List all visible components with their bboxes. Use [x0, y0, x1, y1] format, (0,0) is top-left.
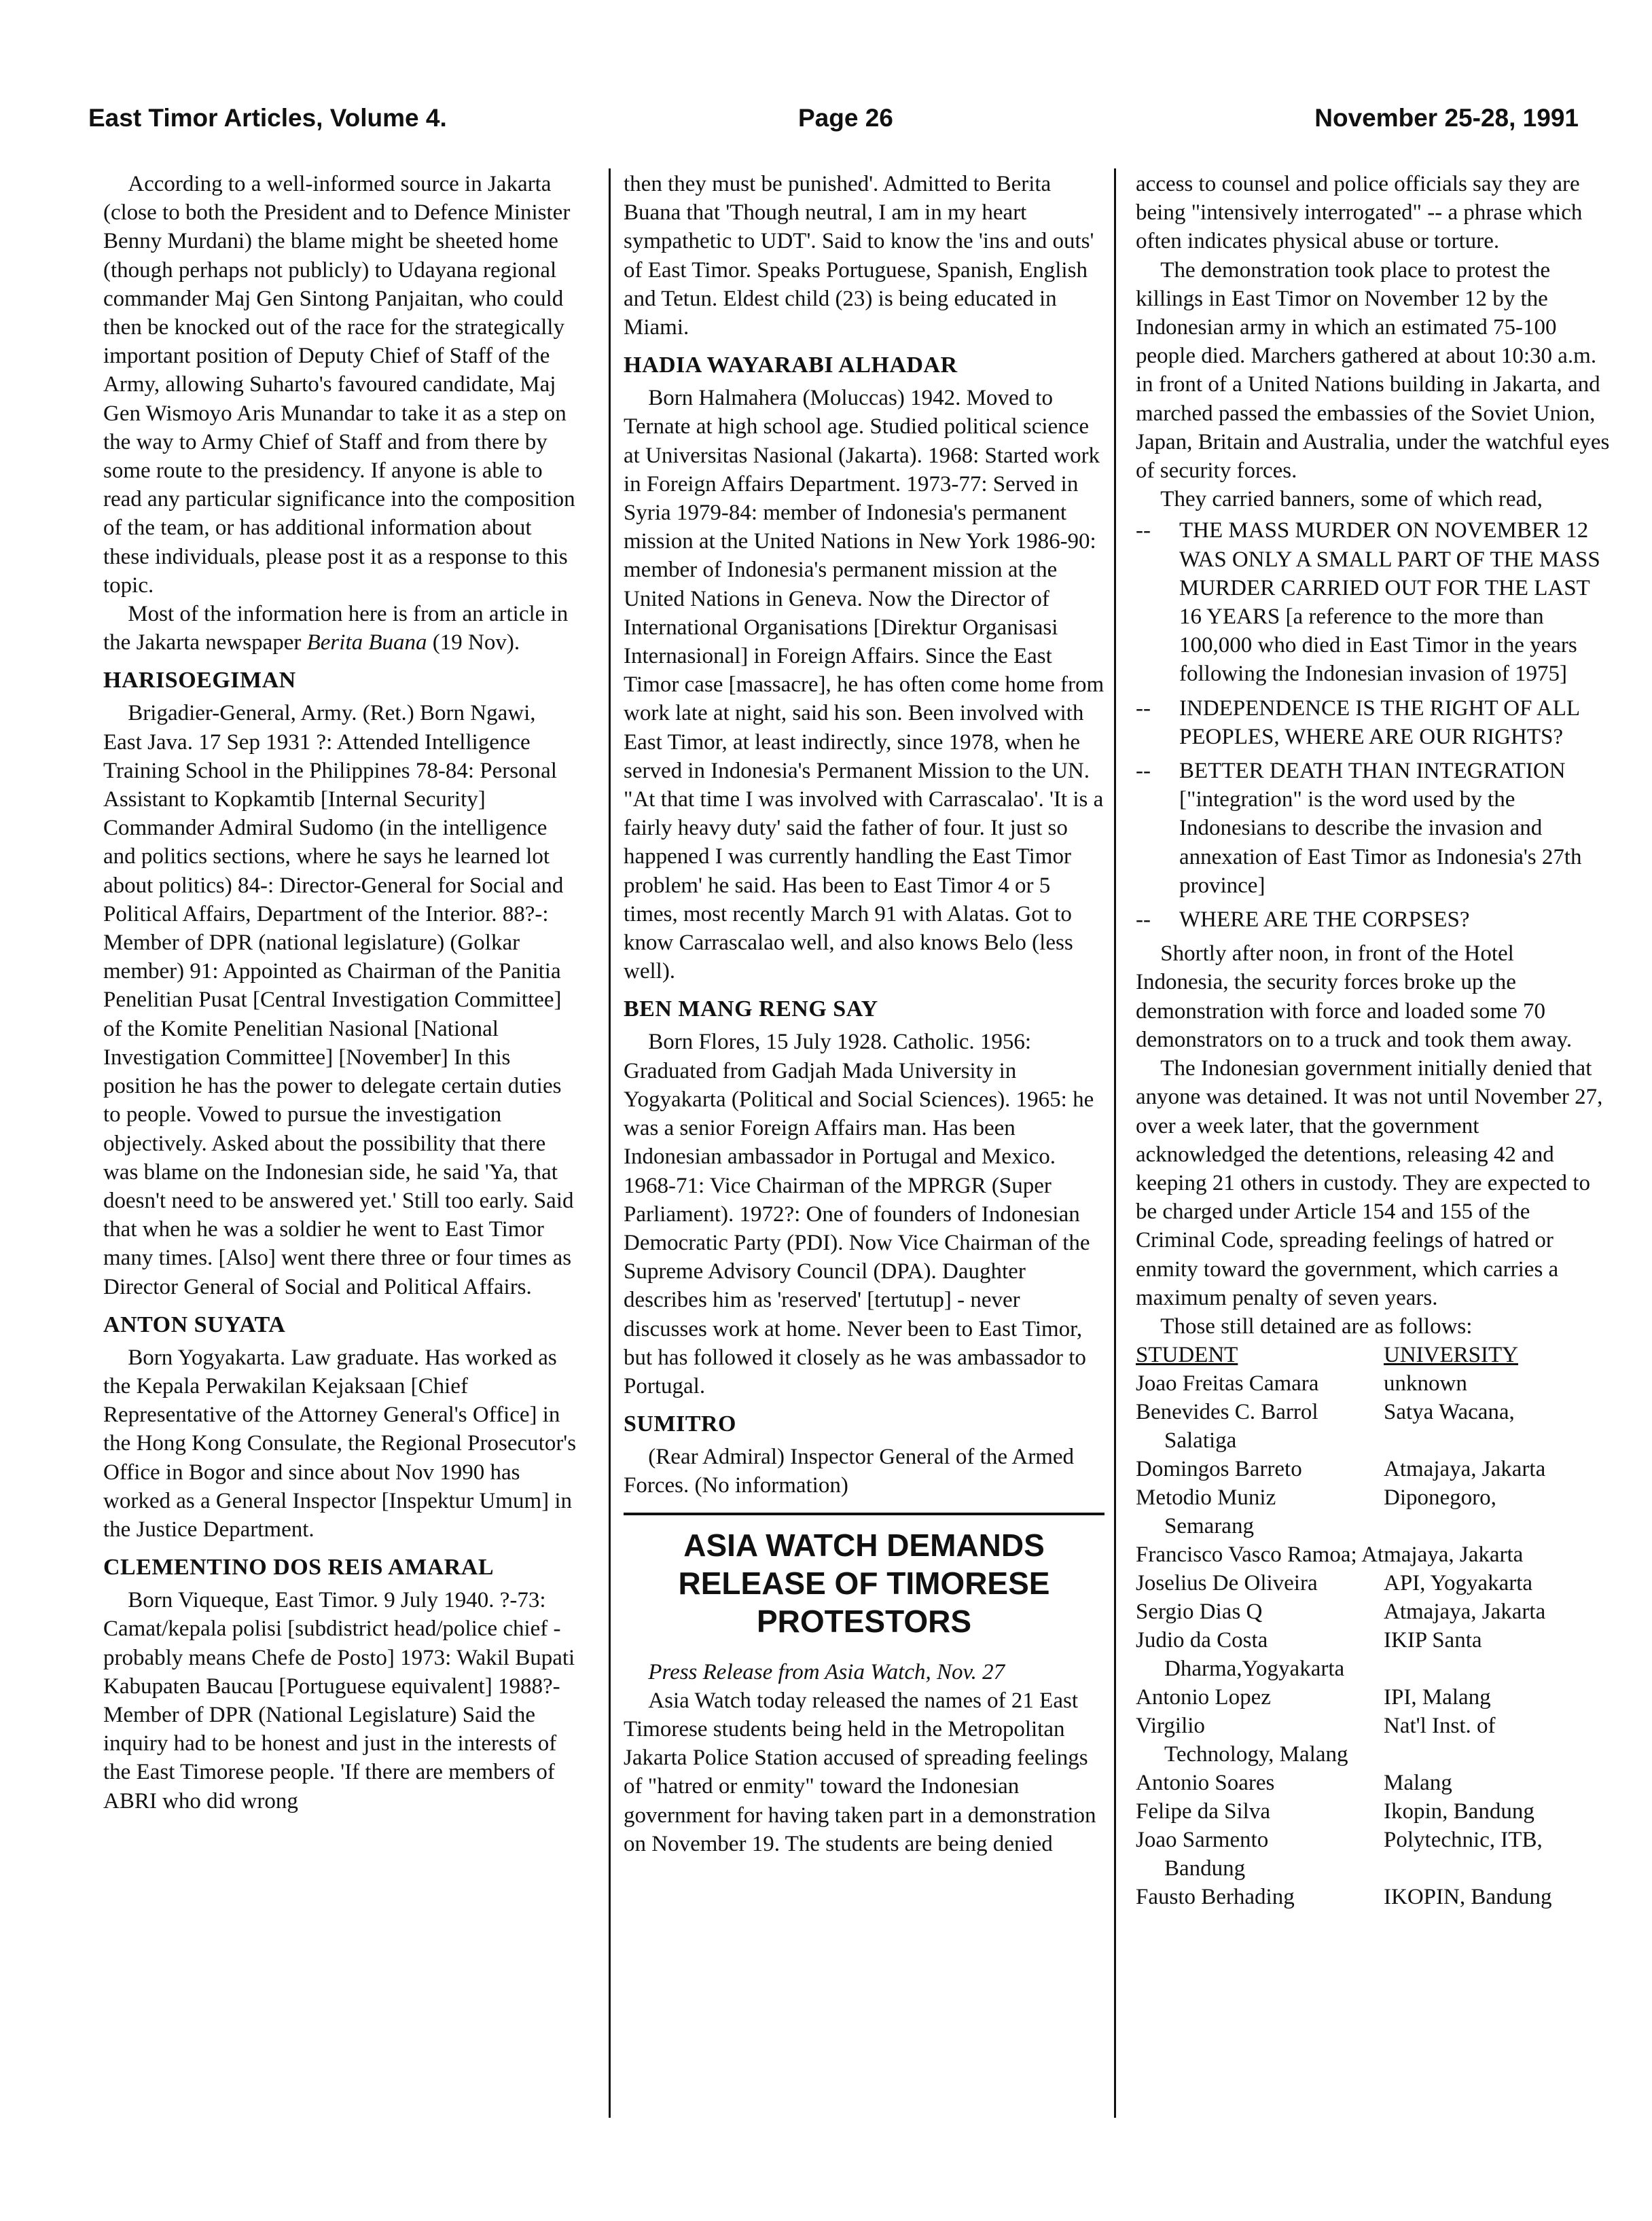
header-page-number: Page 26: [798, 104, 893, 132]
banner-text: WHERE ARE THE CORPSES?: [1179, 907, 1470, 933]
government-paragraph: The Indonesian government initially denied that anyone was detained. It was not until November 27, over a week later, that the government acknowledged the detentions, releasing 42 and keeping 21 others in custody. They are expected to be charged under Article 154 and 155 of the Criminal Code, spreading feelings of hatred or enmity toward the government, which carries a maximum penalty of seven years.: [1136, 1056, 1603, 1310]
bio-sumitro: (Rear Admiral) Inspector General of the Armed Forces. (No information): [624, 1445, 1075, 1498]
detainee-university-continued: Technology, Malang: [1164, 1742, 1348, 1767]
banner-text: INDEPENDENCE IS THE RIGHT OF ALL PEOPLES, WHERE ARE OUR RIGHTS?: [1179, 696, 1579, 749]
asia-watch-paragraph: Asia Watch today released the names of 21 East Timorese students being held in the Metropolitan Jakarta Police Station accused of spreading feelings of "hatred or enmity" toward the Indonesian government for having taken part in a demonstration on November 19. The students are being denied: [624, 1688, 1096, 1856]
detainee-student: Joao Sarmento: [1136, 1828, 1269, 1853]
column-divider-2: [1114, 168, 1116, 2118]
asia-watch-continued: access to counsel and police officials say they are being "intensively interrogated" -- a phrase which often indicates physical abuse or torture.: [1136, 172, 1583, 254]
banner-item: [1136, 694, 1611, 751]
table-row: [1136, 1540, 1611, 1569]
table-row: [1136, 1455, 1611, 1483]
detainee-university: unknown: [1384, 1371, 1467, 1396]
column-2: [624, 170, 1105, 1858]
table-row-continuation: [1136, 1655, 1611, 1683]
table-row-continuation: [1136, 1740, 1611, 1769]
bio-anton-suyata: Born Yogyakarta. Law graduate. Has worked as the Kepala Perwakilan Kejaksaan [Chief Representative of the Attorney General's Office] in the Hong Kong Consulate, the Regional Prosecutor's Office in Bogor and since about Nov 1990 has worked as a General Inspector [Inspektur Umum] in the Justice Department.: [103, 1345, 577, 1542]
detainee-university: Ikopin, Bandung: [1384, 1799, 1534, 1824]
asia-watch-article: [624, 1513, 1105, 1858]
bio-ben-mang-reng-say: Born Flores, 15 July 1928. Catholic. 1956: Graduated from Gadjah Mada University in Yogyakarta (Political and Social Sciences). 1965: he was a senior Foreign Affairs man. Has been Indonesian ambassador in Portugal and Mexico. 1968-71: Vice Chairman of the MPRGR (Super Parliament). 1972?: One of founders of Indonesian Democratic Party (PDI). Now Vice Chairman of the Supreme Advisory Council (DPA). Daughter describes him as 'reserved' [tertutup] - never discusses work at home. Never been to East Timor, but has followed it closely as he was ambassador to Portugal.: [624, 1030, 1094, 1398]
detained-intro: Those still detained are as follows:: [1160, 1314, 1473, 1339]
table-header-row: [1136, 1341, 1611, 1369]
table-row: [1136, 1483, 1611, 1512]
bio-hadia: Born Halmahera (Moluccas) 1942. Moved to Ternate at high school age. Studied political science at Universitas Nasional (Jakarta). 1968: Started work in Foreign Affairs Department. 1973-77: Served in Syria 1979-84: member of Indonesia's permanent mission at the United Nations in New York 1986-90: member of Indonesia's permanent mission at the United Nations in Geneva. Now the Director of International Organisations [Direktur Organisasi Internasional] in Foreign Affairs. Since the East Timor case [massacre], he has often come home from work late at night, said his son. Been involved with East Timor, at least indirectly, since 1978, when he served in Indonesia's Permanent Mission to the UN. "At that time I was involved with Carrascalao'. 'It is a fairly heavy duty' said the father of four. It just so happened I was currently handling the East Timor problem' he said. Has been to East Timor 4 or 5 times, most recently March 91 with Alatas. Got to know Carrascalao well, and also knows Belo (less well).: [624, 386, 1105, 984]
detainee-university-continued: Semarang: [1164, 1514, 1254, 1539]
heading-clementino: CLEMENTINO DOS REIS AMARAL: [103, 1555, 495, 1581]
header-date: November 25-28, 1991: [1314, 104, 1579, 132]
table-row-continuation: [1136, 1426, 1611, 1455]
detainee-university: API, Yogyakarta: [1384, 1571, 1533, 1596]
detainee-student: Joselius De Oliveira: [1136, 1571, 1318, 1596]
source-date: (19 Nov).: [427, 630, 520, 655]
table-row: [1136, 1597, 1611, 1626]
headline-line-3: PROTESTORS: [756, 1603, 972, 1639]
headline-line-1: ASIA WATCH DEMANDS: [683, 1527, 1045, 1563]
table-row: [1136, 1826, 1611, 1854]
detainee-university: IKIP Santa: [1384, 1628, 1482, 1653]
banner-item: [1136, 516, 1611, 688]
intro-paragraph: According to a well-informed source in Jakarta (close to both the President and to Defence Minister Benny Murdani) the blame might be sheeted home (though perhaps not publicly) to Udayana regional commander Maj Gen Sintong Panjaitan, who could then be knocked out of the race for the strategically important position of Deputy Chief of Staff of the Army, allowing Suharto's favoured candidate, Maj Gen Wismoyo Aris Munandar to take it as a step on the way to Army Chief of Staff and from there by some route to the presidency. If anyone is able to read any particular significance into the composition of the team, or has additional information about these individuals, please post it as a response to this topic.: [103, 172, 575, 598]
detainee-university: IKOPIN, Bandung: [1384, 1885, 1552, 1910]
detainee-university: Atmajaya, Jakarta: [1384, 1457, 1546, 1482]
column-divider-1: [609, 168, 611, 2118]
heading-sumitro: SUMITRO: [624, 1411, 736, 1437]
column-3: [1136, 170, 1611, 1911]
dash: --: [1136, 759, 1151, 784]
heading-hadia: HADIA WAYARABI ALHADAR: [624, 353, 958, 378]
header-student: STUDENT: [1136, 1343, 1238, 1368]
asia-watch-headline: [624, 1526, 1105, 1640]
demonstration-paragraph: The demonstration took place to protest the killings in East Timor on November 12 by the Indonesian army in which an estimated 75-100 people died. Marchers gathered at about 10:30 a.m. in front of a United Nations building in Jakarta, and marched passed the embassies of the Soviet Union, Japan, Britain and Australia, under the watchful eyes of security forces.: [1136, 257, 1610, 484]
detainee-full-entry: Francisco Vasco Ramoa; Atmajaya, Jakarta: [1136, 1542, 1524, 1568]
detainee-university: Nat'l Inst. of: [1384, 1714, 1496, 1739]
heading-harisoegiman: HARISOEGIMAN: [103, 668, 296, 693]
headline-line-2: RELEASE OF TIMORESE: [678, 1565, 1050, 1601]
detainee-student: Joao Freitas Camara: [1136, 1371, 1319, 1396]
detainee-university: Polytechnic, ITB,: [1384, 1828, 1543, 1853]
dash: --: [1136, 518, 1151, 543]
banner-text: BETTER DEATH THAN INTEGRATION ["integration" is the word used by the Indonesians to describe the invasion and annexation of East Timor as Indonesia's 27th province]: [1179, 759, 1582, 898]
source-text: Most of the information here is from an article in the Jakarta newspaper: [103, 602, 569, 655]
detainee-student: Judio da Costa: [1136, 1628, 1268, 1653]
press-release-byline: Press Release from Asia Watch, Nov. 27: [648, 1659, 1005, 1684]
newspaper-name: Berita Buana: [306, 630, 427, 655]
table-row: [1136, 1398, 1611, 1426]
heading-ben-mang-reng-say: BEN MANG RENG SAY: [624, 996, 878, 1022]
table-row: [1136, 1569, 1611, 1597]
bio-clementino: Born Viqueque, East Timor. 9 July 1940. ?-73: Camat/kepala polisi [subdistrict head/police chief - probably means Chefe de Posto] 1973: Wakil Bupati Kabupaten Baucau [Portuguese equivalent] 1988?- Member of DPR (National Legislature) Said the inquiry had to be honest and just in the interests of the East Timorese people. 'If there are members of ABRI who did wrong: [103, 1588, 575, 1813]
detainee-student: Metodio Muniz: [1136, 1485, 1276, 1511]
header-university: UNIVERSITY: [1384, 1343, 1518, 1368]
table-row: [1136, 1797, 1611, 1826]
detainee-student: Antonio Soares: [1136, 1771, 1275, 1796]
source-paragraph: [103, 600, 579, 657]
detainee-university-continued: Salatiga: [1164, 1428, 1237, 1453]
noon-paragraph: Shortly after noon, in front of the Hotel Indonesia, the security forces broke up the demonstration with force and loaded some 70 demonstrators on to a truck and took them away.: [1136, 941, 1573, 1052]
bio-clementino-continued: then they must be punished'. Admitted to Berita Buana that 'Though neutral, I am in my heart sympathetic to UDT'. Said to know the 'ins and outs' of East Timor. Speaks Portuguese, Spanish, English and Tetun. Eldest child (23) is being educated in Miami.: [624, 172, 1094, 340]
detainee-student: Sergio Dias Q: [1136, 1600, 1263, 1625]
detainee-student: Fausto Berhading: [1136, 1885, 1295, 1910]
detainee-university: Malang: [1384, 1771, 1452, 1796]
table-row: [1136, 1712, 1611, 1740]
detainee-table: [1136, 1341, 1611, 1911]
table-row: [1136, 1369, 1611, 1398]
table-row: [1136, 1769, 1611, 1797]
banner-list: [1136, 516, 1611, 934]
table-row-continuation: [1136, 1512, 1611, 1540]
detainee-student: Felipe da Silva: [1136, 1799, 1270, 1824]
bio-harisoegiman: Brigadier-General, Army. (Ret.) Born Ngawi, East Java. 17 Sep 1931 ?: Attended Intelligence Training School in the Philippines 78-84: Personal Assistant to Kopkamtib [Internal Security] Commander Admiral Sudomo (in the intelligence and politics sections, where he says he learned lot about politics) 84-: Director-General for Social and Political Affairs, Department of the Interior. 88?-: Member of DPR (national legislature) (Golkar member) 91: Appointed as Chairman of the Panitia Penelitian Pusat [Central Investigation Committee] of the Komite Penelitian Nasional [National Investigation Committee] [November] In this position he has the power to delegate certain duties to people. Vowed to pursue the investigation objectively. Asked about the possibility that there was blame on the Indonesian side, he said 'Ya, that doesn't need to be answered yet.' Still too early. Said that when he was a soldier he went to East Timor many times. [Also] went there three or four times as Director General of Social and Political Affairs.: [103, 701, 574, 1299]
heading-anton-suyata: ANTON SUYATA: [103, 1312, 286, 1337]
dash: --: [1136, 907, 1151, 933]
detainee-student: Domingos Barreto: [1136, 1457, 1302, 1482]
detainee-student: Benevides C. Barrol: [1136, 1400, 1318, 1425]
detainee-rows: [1136, 1369, 1611, 1911]
banner-item: [1136, 757, 1611, 900]
banner-text: THE MASS MURDER ON NOVEMBER 12 WAS ONLY A SMALL PART OF THE MASS MURDER CARRIED OUT FOR THE LAST 16 YEARS [a reference to the more than 100,000 who died in East Timor in the years following the Indonesian invasion of 1975]: [1179, 518, 1600, 687]
detainee-university-continued: Dharma,Yogyakarta: [1164, 1657, 1345, 1682]
table-row: [1136, 1883, 1611, 1911]
dash: --: [1136, 696, 1151, 721]
table-row: [1136, 1683, 1611, 1712]
detainee-student: Antonio Lopez: [1136, 1685, 1271, 1710]
table-row: [1136, 1626, 1611, 1655]
detainee-student: Virgilio: [1136, 1714, 1205, 1739]
detainee-university: Satya Wacana,: [1384, 1400, 1515, 1425]
banners-intro: They carried banners, some of which read,: [1160, 487, 1543, 512]
banner-item: [1136, 905, 1611, 934]
table-row-continuation: [1136, 1854, 1611, 1883]
column-1: [103, 170, 579, 1816]
detainee-university: Diponegoro,: [1384, 1485, 1496, 1511]
detainee-university: Atmajaya, Jakarta: [1384, 1600, 1546, 1625]
detainee-university-continued: Bandung: [1164, 1856, 1246, 1881]
header-publication-title: East Timor Articles, Volume 4.: [88, 104, 447, 132]
detainee-university: IPI, Malang: [1384, 1685, 1491, 1710]
